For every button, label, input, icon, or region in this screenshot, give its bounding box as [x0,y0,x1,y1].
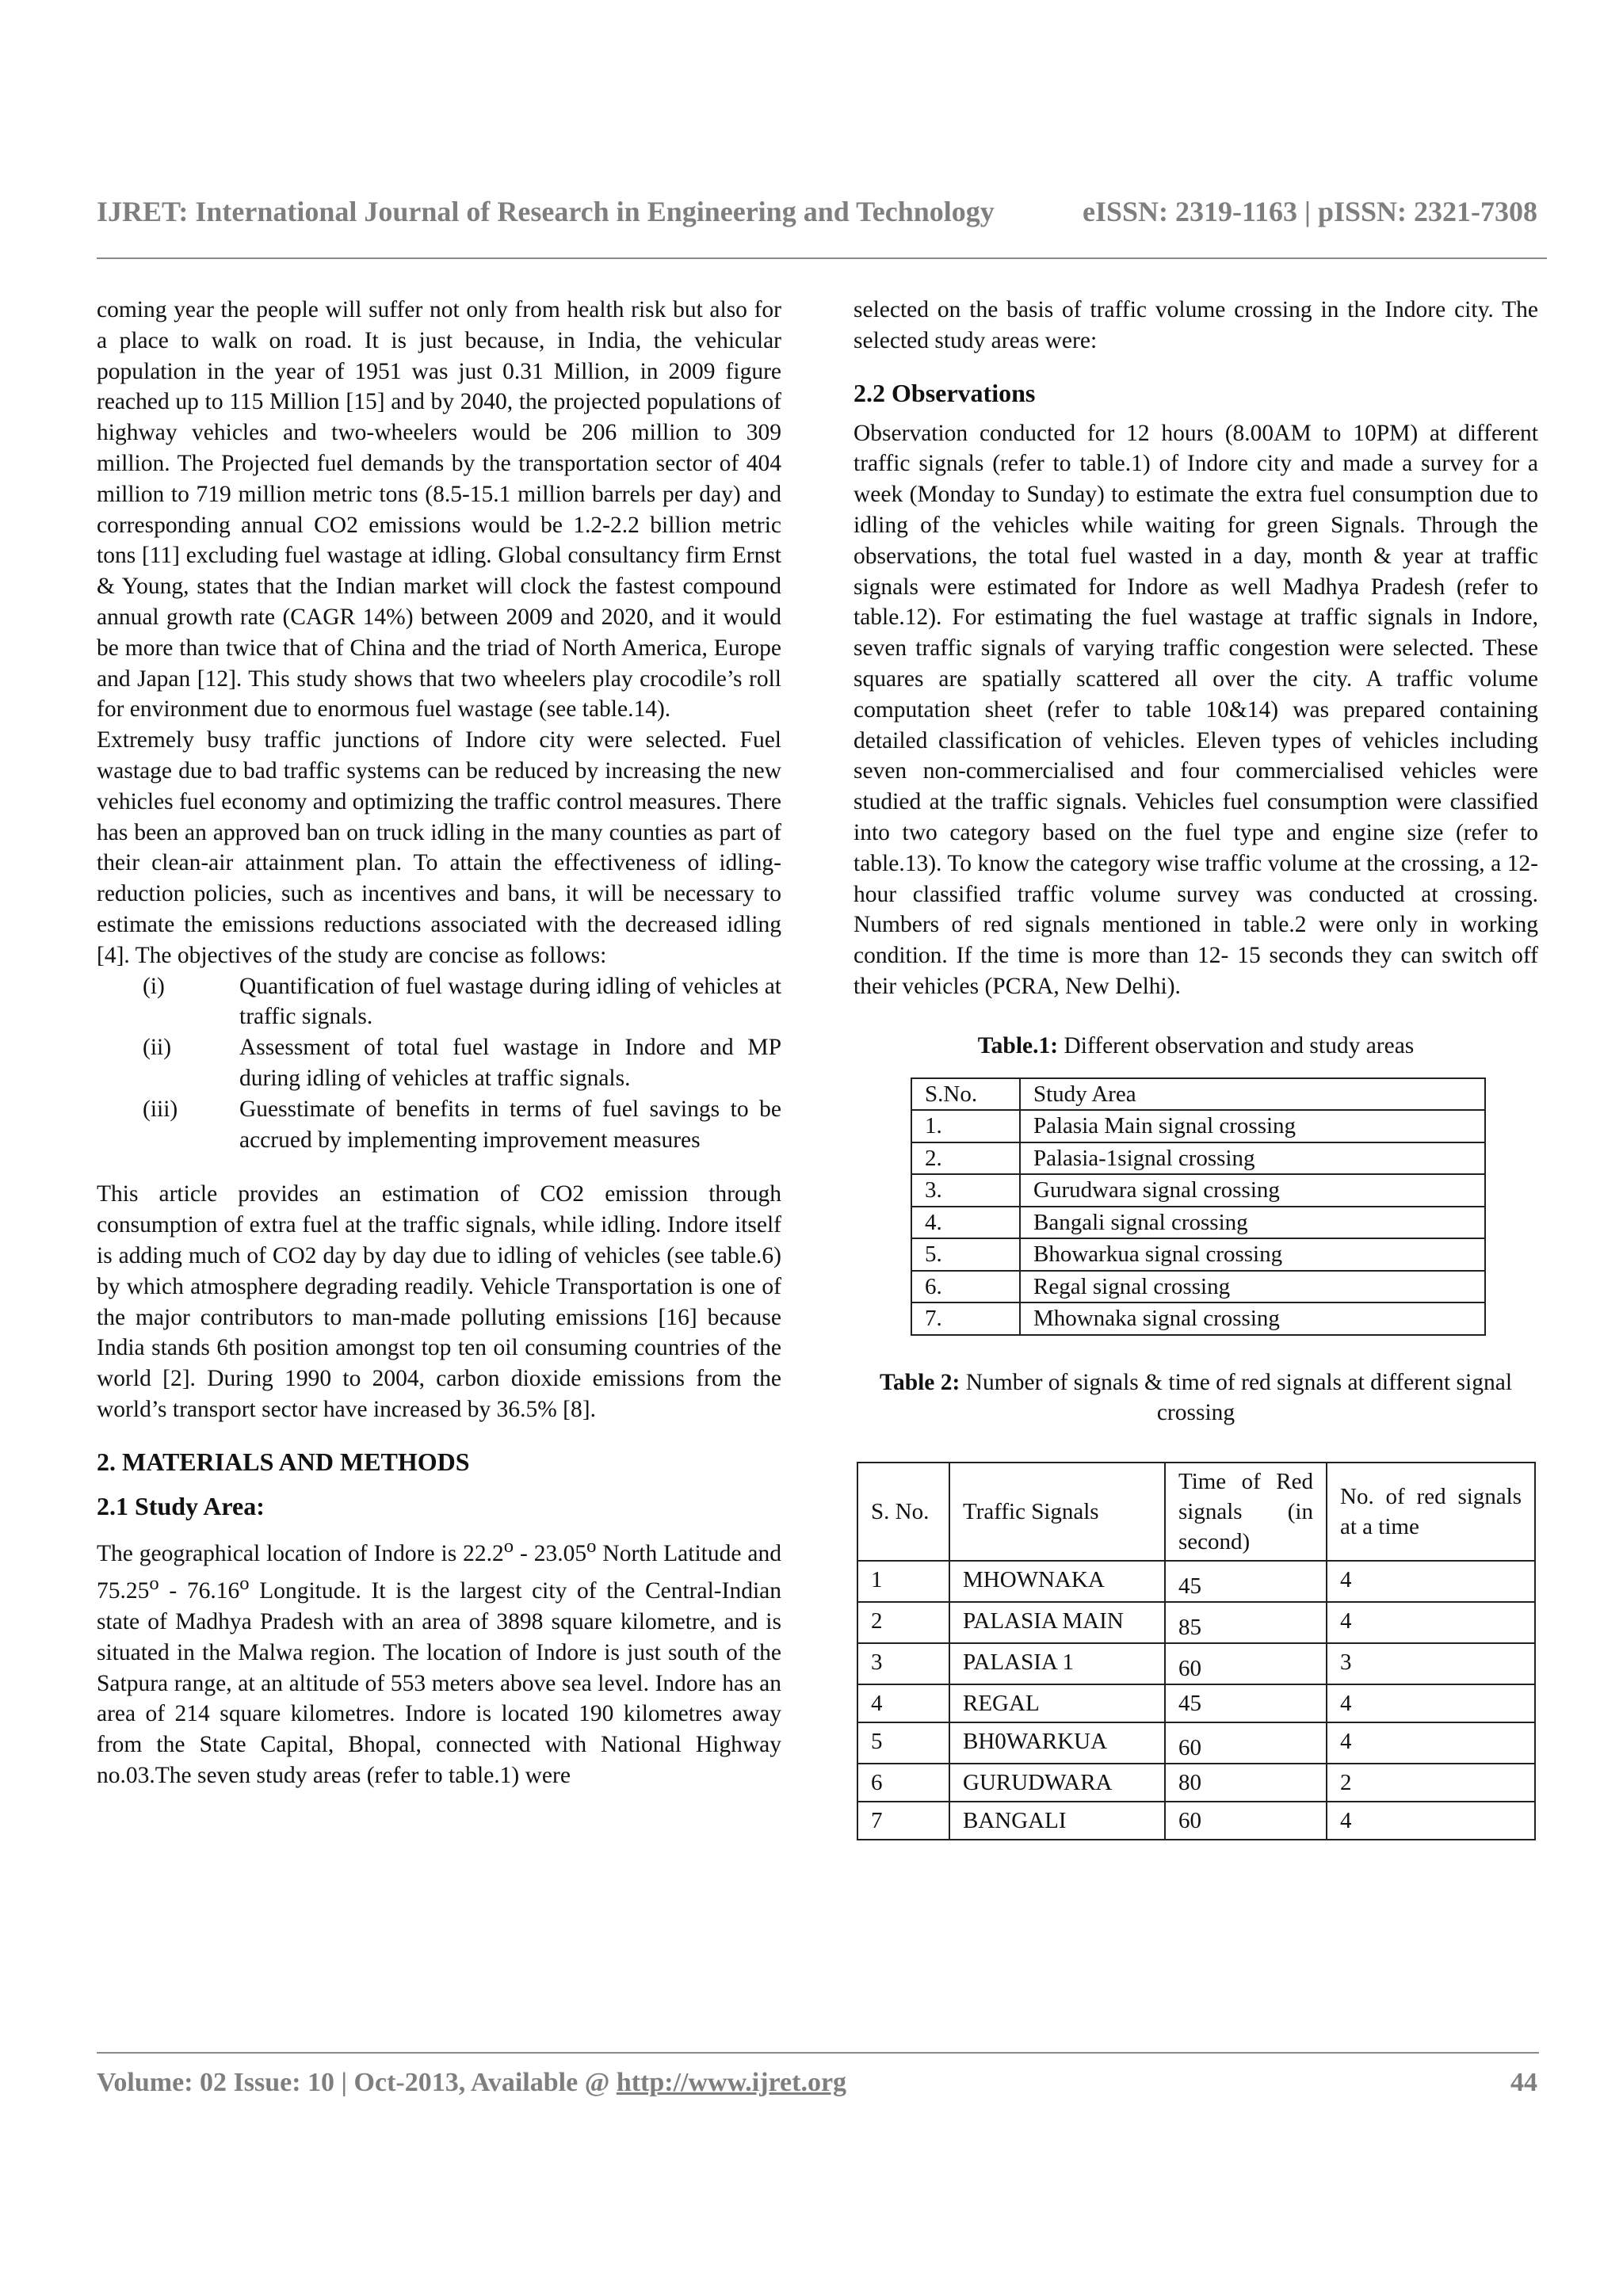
objective-item [97,1032,781,1094]
paragraph: Observation conducted for 12 hours (8.00AM to 10PM) at different traffic signals (refer to table.1) of Indore city and made a survey for a week (Monday to Sunday) to estimate the extra fuel consumption due to idling of the vehicles while waiting for green Signals. Through the observations, the total fuel wasted in a day, month & year at traffic signals were estimated for Indore as well Madhya Pradesh (refer to table.12). For estimating the fuel wastage at traffic signals in Indore, seven traffic signals of varying traffic congestion were selected. These squares are spatially scattered all over the city. A traffic volume computation sheet (refer to table 10&14) was prepared containing detailed classification of vehicles. Eleven types of vehicles including seven non-commercialised and four commercialised vehicles were studied at the traffic signals. Vehicles fuel consumption were classified into two category based on the fuel type and engine size (refer to table.13). To know the category wise traffic volume at the crossing, a 12-hour classified traffic volume survey was conducted at crossing. Numbers of red signals mentioned in table.2 were only in working condition. If the time is more than 12- 15 seconds they can switch off their vehicles (PCRA, New Delhi). [854,420,1538,999]
table-cell: 7 [857,1802,949,1840]
objective-text: Guesstimate of benefits in terms of fuel savings to be accrued by implementing improvement measures [239,1096,781,1153]
table-cell: 3 [1327,1643,1535,1684]
table-cell: 1 [857,1561,949,1602]
table-cell: MHOWNAKA [949,1561,1165,1602]
table-row [911,1302,1485,1335]
paragraph-study-area: The geographical location of Indore is 22.2$^o$ - 23.05$^o$ North Latitude and 75.25$^o$ - 76.16$^o$ Longitude. It is the largest city of the Central-Indian state of Madhya Pradesh with an area of 3898 square kilometre, and is situated in the Malwa region. The location of Indore is just south of the Satpura range, at an altitude of 553 meters above sea level. Indore has an area of 214 square kilometres. Indore is located 190 kilometres away from the State Capital, Bhopal, connected with National Highway no.03.The seven study areas (refer to table.1) were [97,1535,781,1788]
table-cell: 6 [857,1764,949,1802]
table-cell: 80 [1165,1764,1327,1802]
table-row [911,1207,1485,1239]
table-cell: Gurudwara signal crossing [1020,1174,1485,1207]
table-cell: 2 [857,1602,949,1643]
table-row [911,1142,1485,1175]
table-cell: 5. [911,1238,1020,1271]
table-cell: BH0WARKUA [949,1722,1165,1764]
table-header-row [911,1078,1485,1111]
table-cell: 2 [1327,1764,1535,1802]
table-row [857,1684,1535,1722]
table-cell: Mhownaka signal crossing [1020,1302,1485,1335]
table-cell: 4 [1327,1722,1535,1764]
table-cell: 5 [857,1722,949,1764]
table-cell: 3. [911,1174,1020,1207]
table-cell: 45 [1165,1684,1327,1722]
header-divider [97,257,1547,259]
table-row [911,1271,1485,1303]
table-row [857,1722,1535,1764]
table-cell: 3 [857,1643,949,1684]
paragraph: selected on the basis of traffic volume crossing in the Indore city. The selected study areas were: [854,297,1538,353]
table-cell: BANGALI [949,1802,1165,1840]
page-header [97,195,1537,228]
objective-number: (i) [143,973,165,999]
journal-link[interactable]: http://www.ijret.org [616,2068,847,2097]
table-header-cell: No. of red signals at a time [1327,1463,1535,1561]
table-row [857,1764,1535,1802]
paragraph: coming year the people will suffer not only from health risk but also for a place to walk on road. It is just because, in India, the vehicular population in the year of 1951 was just 0.31 Million, in 2009 figure reached up to 115 Million [15] and by 2040, the projected populations of highway vehicles and two-wheelers would be 206 million to 309 million. The Projected fuel demands by the transportation sector of 404 million to 719 million metric tons (8.5-15.1 million barrels per day) and corresponding annual CO2 emissions would be 1.2-2.2 billion metric tons [11] excluding fuel wastage at idling. Global consultancy firm Ernst & Young, states that the Indian market will clock the fastest compound annual growth rate (CAGR 14%) between 2009 and 2020, and it would be more than twice that of China and the triad of North America, Europe and Japan [12]. This study shows that two wheelers play crocodile’s roll for environment due to enormous fuel wastage (see table.14). [97,297,781,723]
journal-issn: eISSN: 2319-1163 | pISSN: 2321-7308 [1083,196,1537,227]
objective-text: Quantification of fuel wastage during idling of vehicles at traffic signals. [239,973,781,1030]
table-cell: Palasia Main signal crossing [1020,1110,1485,1142]
table-study-areas [911,1077,1486,1336]
table-row [857,1561,1535,1602]
table-cell: 4 [1327,1802,1535,1840]
table-cell: 4 [1327,1602,1535,1643]
footer-volume: Volume: 02 Issue: 10 | Oct-2013, Available @ http://www.ijret.org [97,2068,847,2097]
table-cell: GURUDWARA [949,1764,1165,1802]
table-cell: 60 [1165,1802,1327,1840]
table-cell: 6. [911,1271,1020,1303]
table-cell: PALASIA MAIN [949,1602,1165,1643]
footer-divider [97,2052,1539,2054]
paragraph: This article provides an estimation of CO2 emission through consumption of extra fuel at the traffic signals, while idling. Indore itself is adding much of CO2 day by day due to idling of vehicles (see table.6) by which atmosphere degrading readily. Vehicle Transportation is one of the major contributors to man-made polluting emissions [16] because India stands 6th position amongst top ten oil consuming countries of the world [2]. During 1990 to 2004, carbon dioxide emissions from the world’s transport sector have increased by 36.5% [8]. [97,1181,781,1422]
table-header-cell: Study Area [1020,1078,1485,1111]
table-row [857,1602,1535,1643]
table-cell: Bhowarkua signal crossing [1020,1238,1485,1271]
table-cell: REGAL [949,1684,1165,1722]
table-row [911,1174,1485,1207]
table-cell: Regal signal crossing [1020,1271,1485,1303]
table-cell: 4. [911,1207,1020,1239]
table-header-cell: S. No. [857,1463,949,1561]
objective-item [97,1094,781,1156]
section-heading: 2. MATERIALS AND METHODS [97,1447,470,1476]
table-cell: 4 [857,1684,949,1722]
table-cell: 60 [1165,1722,1327,1764]
table-cell: 4 [1327,1684,1535,1722]
table-row [911,1238,1485,1271]
table-cell: 4 [1327,1561,1535,1602]
table-cell: Bangali signal crossing [1020,1207,1485,1239]
table-cell: 60 [1165,1643,1327,1684]
table-header-cell: S.No. [911,1078,1020,1111]
table-cell: 85 [1165,1602,1327,1643]
subsection-heading: 2.2 Observations [854,378,1036,407]
table1-caption: Table.1: Different observation and study areas [977,1032,1415,1058]
table-header-cell: Time of Red signals (in second) [1165,1463,1327,1561]
right-column [854,295,1538,1840]
subsection-heading: 2.1 Study Area: [97,1491,265,1520]
table-header-row [857,1463,1535,1561]
table-cell: 1. [911,1110,1020,1142]
left-column [97,295,781,1791]
page-number: 44 [1510,2068,1537,2097]
table-cell: 7. [911,1302,1020,1335]
table-cell: Palasia-1signal crossing [1020,1142,1485,1175]
page-footer [97,2068,1537,2098]
objective-text: Assessment of total fuel wastage in Indore and MP during idling of vehicles at traffic signals. [239,1035,781,1091]
table-red-signals [857,1462,1536,1840]
table2-caption: Table 2: Number of signals & time of red signals at different signal crossing [879,1369,1513,1426]
table-cell: PALASIA 1 [949,1643,1165,1684]
table-cell: 2. [911,1142,1020,1175]
objective-item [97,971,781,1033]
objective-number: (iii) [143,1096,178,1122]
journal-title: IJRET: International Journal of Research in Engineering and Technology [97,196,995,227]
objective-number: (ii) [143,1035,172,1061]
table-cell: 45 [1165,1561,1327,1602]
table-header-cell: Traffic Signals [949,1463,1165,1561]
table-row [857,1643,1535,1684]
table-row [911,1110,1485,1142]
table-row [857,1802,1535,1840]
paragraph: Extremely busy traffic junctions of Indore city were selected. Fuel wastage due to bad traffic systems can be reduced by increasing the new vehicles fuel economy and optimizing the traffic control measures. There has been an approved ban on truck idling in the many counties as part of their clean-air attainment plan. To attain the effectiveness of idling-reduction policies, such as incentives and bans, it will be necessary to estimate the emissions reductions associated with the decreased idling [4]. The objectives of the study are concise as follows: [97,727,781,968]
